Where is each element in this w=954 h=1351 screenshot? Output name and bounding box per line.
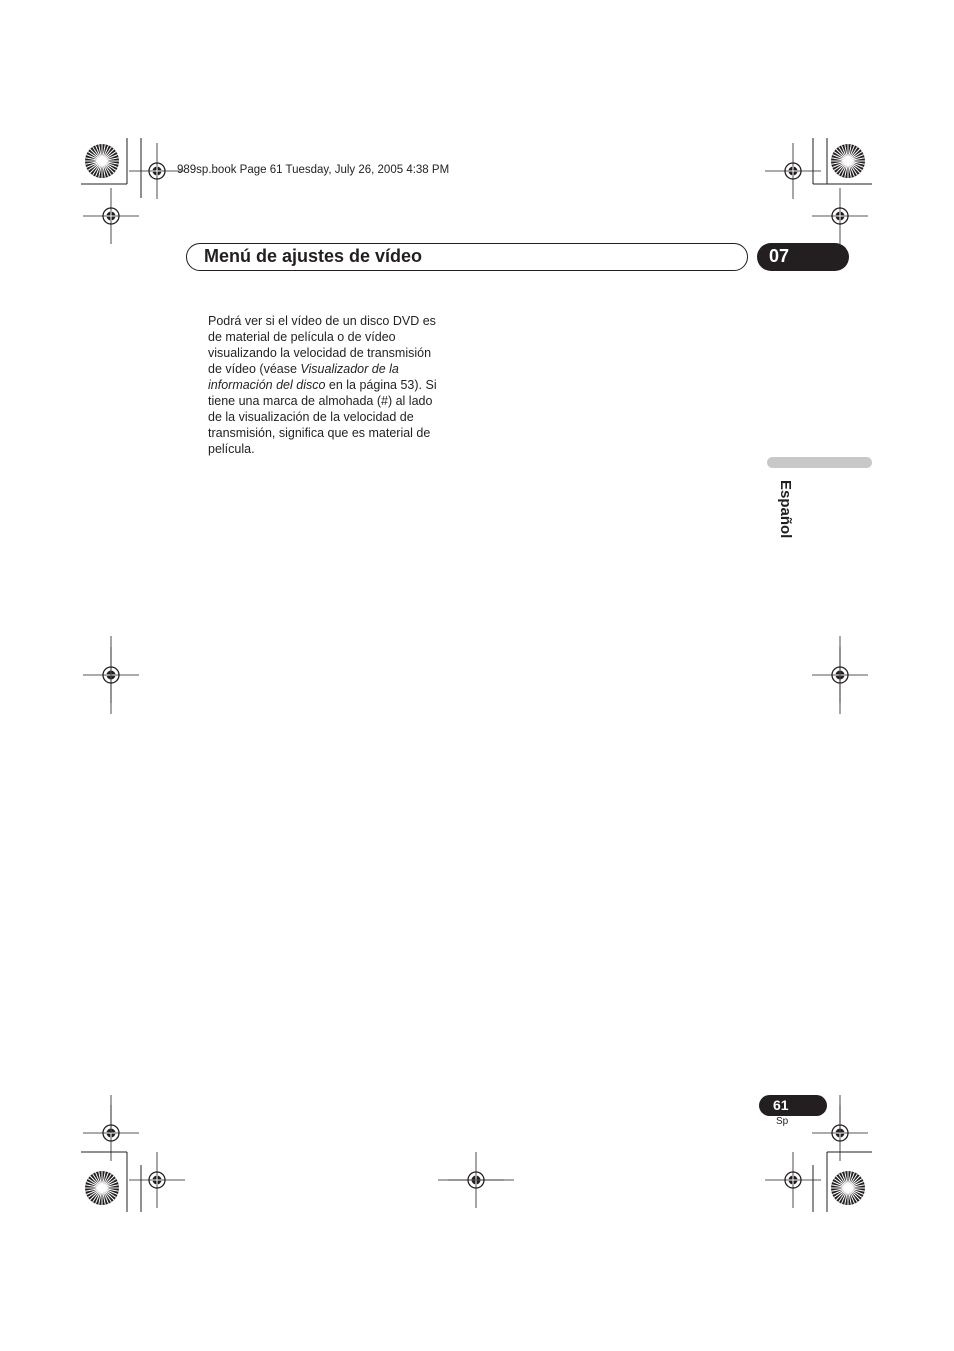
registration-mark <box>83 188 139 244</box>
sunburst-mark <box>85 144 119 178</box>
registration-mark <box>812 188 868 244</box>
sunburst-mark <box>831 144 865 178</box>
cross-reference-text: Visualizador de la <box>300 362 399 376</box>
body-line: de vídeo (véase <box>208 362 301 376</box>
cross-reference-text: información del disco <box>208 378 326 392</box>
body-line: de material de película o de vídeo <box>208 330 396 344</box>
body-paragraph <box>208 313 458 457</box>
sunburst-mark <box>85 1171 119 1205</box>
body-line: transmisión, significa que es material de <box>208 426 431 440</box>
body-line: de la visualización de la velocidad de <box>208 410 414 424</box>
body-line: visualizando la velocidad de transmisión <box>208 346 432 360</box>
chapter-number: 07 <box>769 246 790 266</box>
body-line: en la página 53). Si <box>325 378 437 392</box>
language-tab-label: Español <box>777 480 794 539</box>
page-number-badge <box>759 1095 827 1116</box>
page-number: 61 <box>773 1097 789 1113</box>
chapter-badge <box>757 243 849 271</box>
sunburst-mark <box>831 1171 865 1205</box>
page-language-code: Sp <box>776 1116 789 1127</box>
section-title-frame <box>186 243 748 271</box>
body-line: Podrá ver si el vídeo de un disco DVD es <box>208 314 436 328</box>
language-tab-bar <box>767 457 872 468</box>
registration-mark <box>129 1152 185 1208</box>
section-title: Menú de ajustes de vídeo <box>204 246 423 266</box>
body-line: tiene una marca de almohada (#) al lado <box>208 394 433 408</box>
file-info-line: 989sp.book Page 61 Tuesday, July 26, 2005 4:38 PM <box>177 164 450 176</box>
body-line: película. <box>208 442 255 456</box>
